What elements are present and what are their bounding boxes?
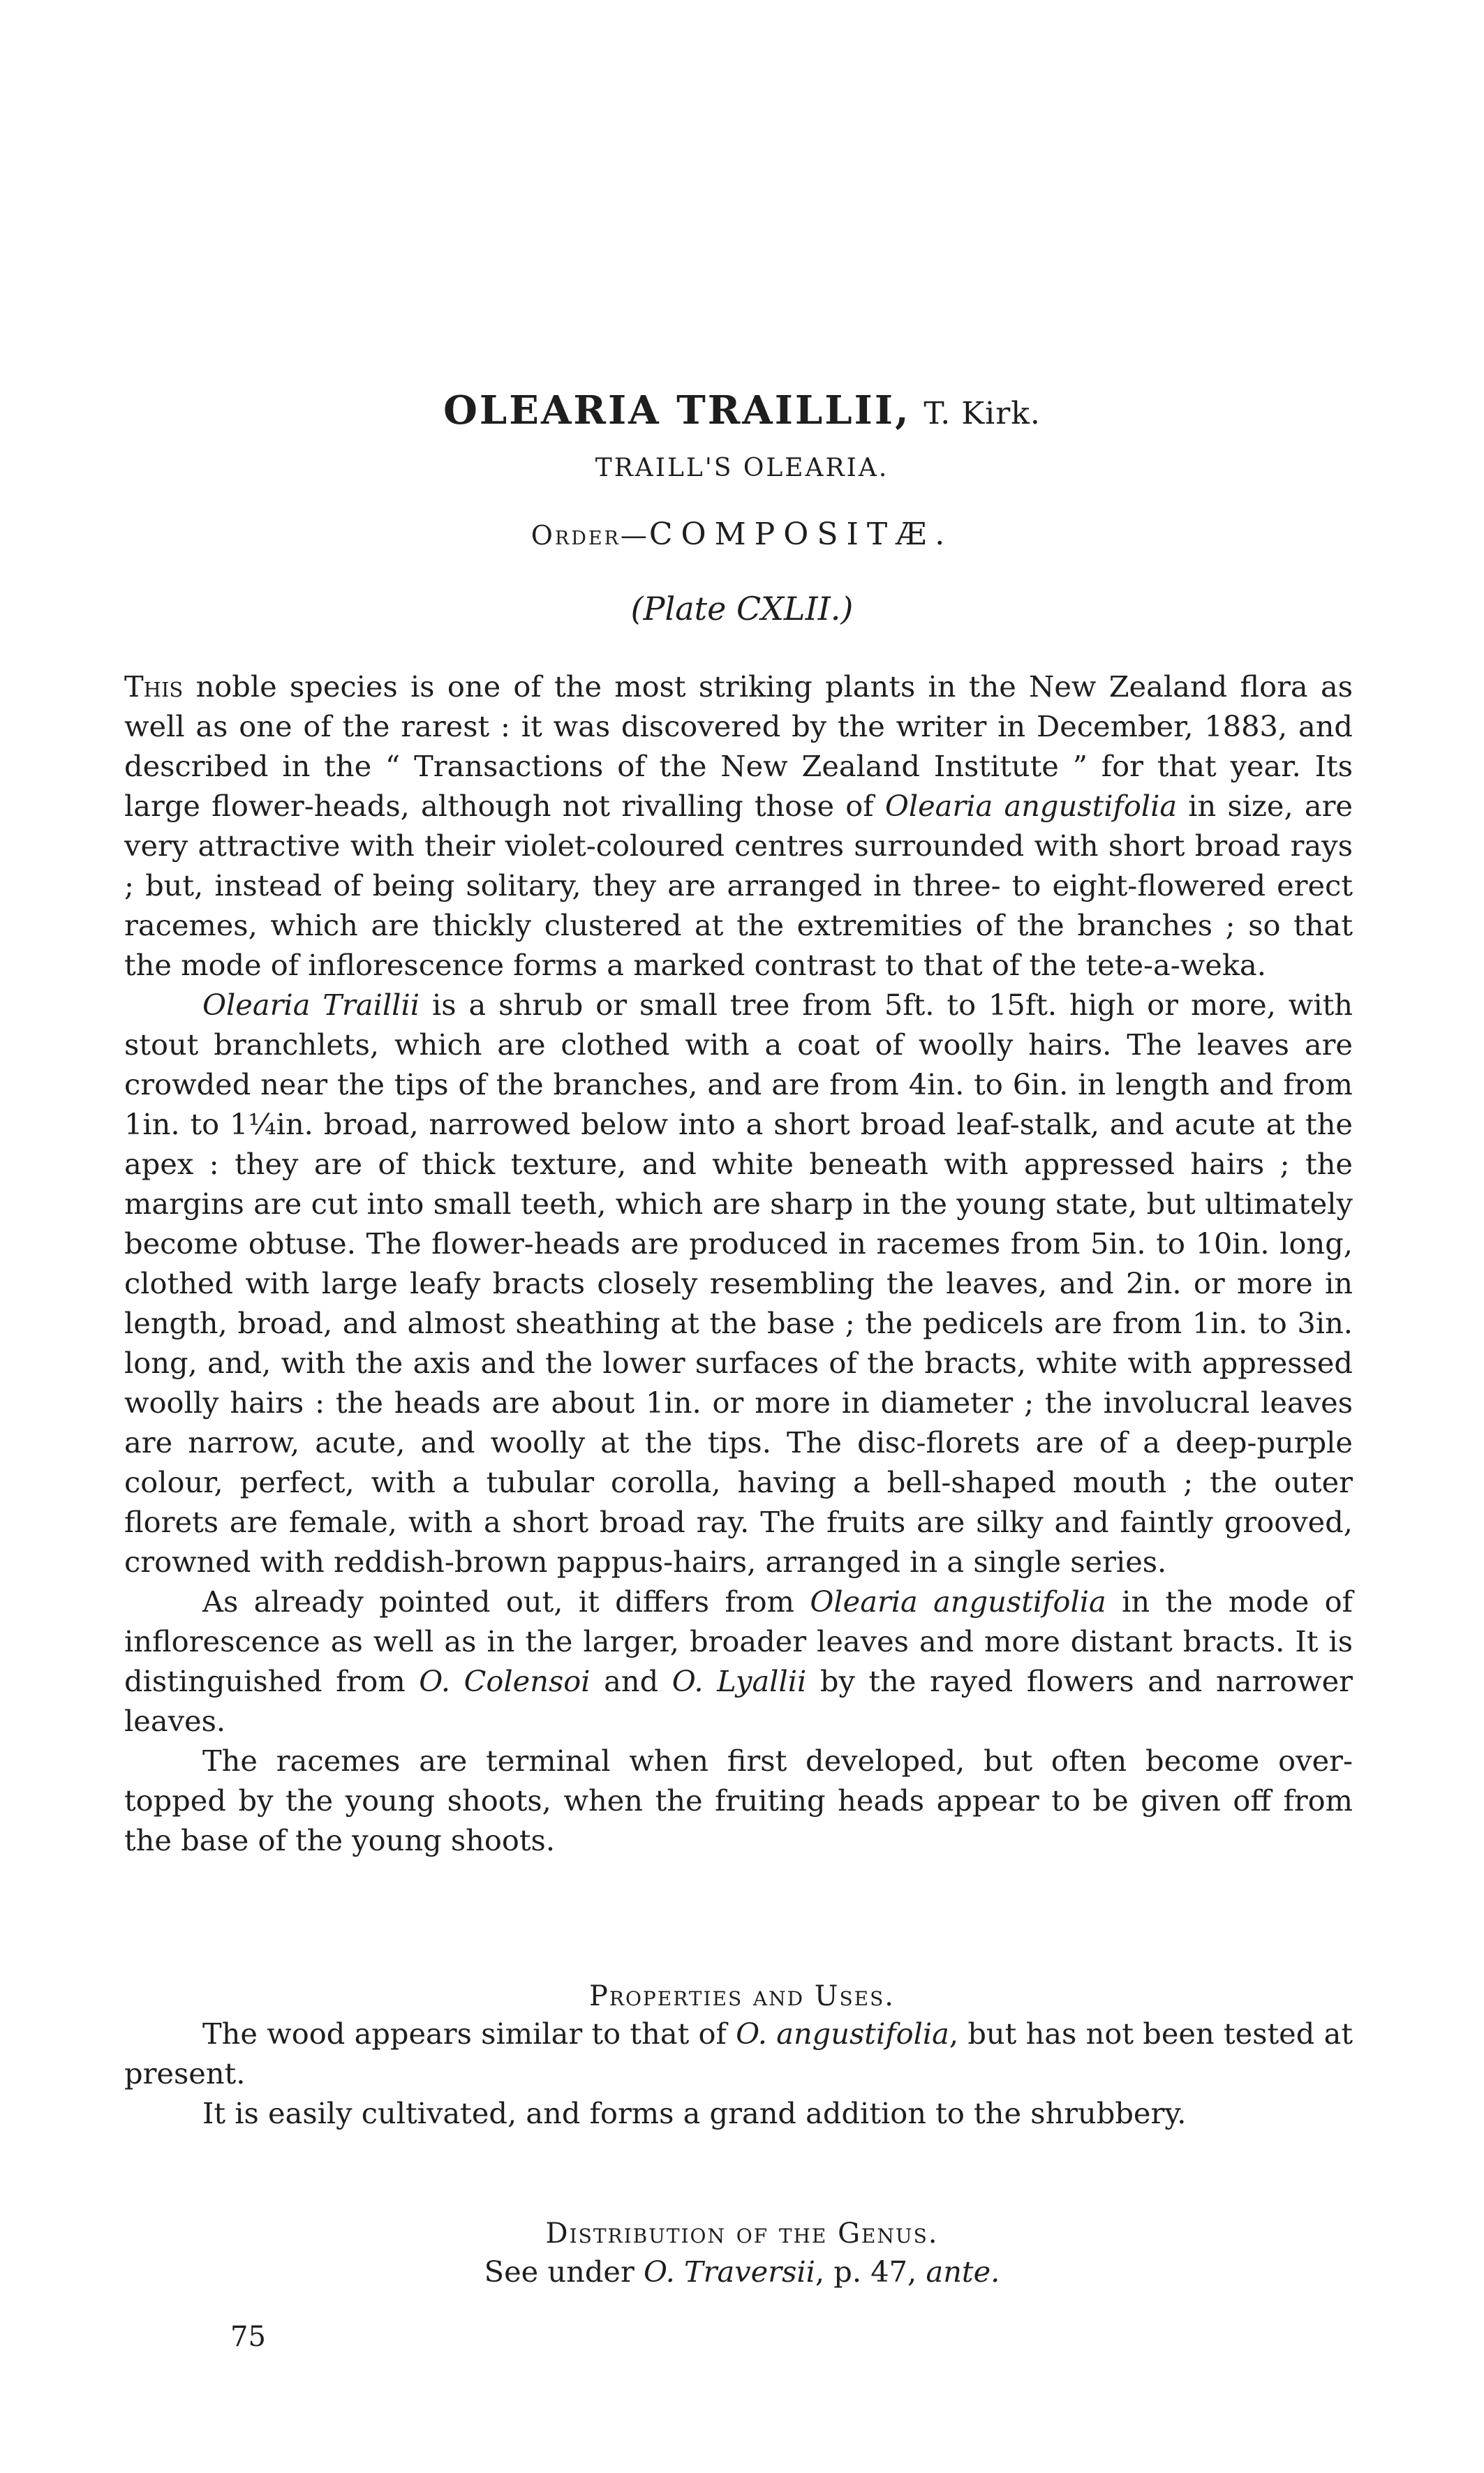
properties-paragraph-wood: The wood appears similar to that of O. angustifolia, but has not been tested at present. bbox=[124, 2017, 1353, 2090]
properties-paragraph-cultivation: It is easily cultivated, and forms a grand addition to the shrubbery. bbox=[202, 2096, 1187, 2130]
paragraph-comparison: As already pointed out, it differs from Olearia angustifolia in the mode of inflorescence as well as in the larger, broader leaves and more distant bracts. It is distinguished from O. Colensoi and O. Lyallii by the rayed flowers and narrower leaves. bbox=[124, 1584, 1353, 1738]
common-name: TRAILL'S OLEARIA. bbox=[595, 454, 889, 482]
distribution-reference: See under O. Traversii, p. 47, ante. bbox=[484, 2255, 1000, 2289]
dropcap-word: This bbox=[124, 669, 184, 704]
species-name: OLEARIA TRAILLII, bbox=[443, 387, 911, 433]
distribution-heading: Distribution of the Genus. bbox=[545, 2218, 939, 2250]
order-name: COMPOSITÆ. bbox=[648, 517, 954, 552]
plate-reference: (Plate CXLII.) bbox=[630, 590, 854, 627]
order-line bbox=[0, 517, 1484, 552]
properties-heading: Properties and Uses. bbox=[588, 1980, 895, 2012]
order-label: Order— bbox=[530, 520, 649, 551]
species-authority: T. Kirk. bbox=[923, 396, 1041, 431]
page-number: 75 bbox=[230, 2321, 266, 2353]
properties-body bbox=[124, 2014, 1353, 2133]
paragraph-racemes: The racemes are terminal when first developed, but often become over-topped by the young shoots, when the fruiting heads appear to be given off from the base of the young shoots. bbox=[124, 1744, 1353, 1857]
paragraph-intro: This noble species is one of the most striking plants in the New Zealand flora as well as one of the rarest : it was discovered by the writer in December, 1883, and described in the “ Transactions of the New Zealand Institute ” for that year. Its large flower-heads, although not rivalling those of Olearia angustifolia in size, are very attractive with their violet-coloured centres surrounded with short broad rays ; but, instead of being solitary, they are arranged in three- to eight-flowered erect racemes, which are thickly clustered at the extremities of the branches ; so that the mode of inflorescence forms a marked contrast to that of the tete-a-weka. bbox=[124, 669, 1353, 982]
species-title bbox=[0, 387, 1484, 433]
paragraph-description: Olearia Traillii is a shrub or small tree from 5ft. to 15ft. high or more, with stout branchlets, which are clothed with a coat of woolly hairs. The leaves are crowded near the tips of the branches, and are from 4in. to 6in. in length and from 1in. to 1¼in. broad, narrowed below into a short broad leaf-stalk, and acute at the apex : they are of thick texture, and white beneath with appressed hairs ; the margins are cut into small teeth, which are sharp in the young state, but ultimately become obtuse. The flower-heads are produced in racemes from 5in. to 10in. long, clothed with large leafy bracts closely resembling the leaves, and 2in. or more in length, broad, and almost sheathing at the base ; the pedicels are from 1in. to 3in. long, and, with the axis and the lower surfaces of the bracts, white with appressed woolly hairs : the heads are about 1in. or more in diameter ; the involucral leaves are narrow, acute, and woolly at the tips. The disc-florets are of a deep-purple colour, perfect, with a tubular corolla, having a bell-shaped mouth ; the outer florets are female, with a short broad ray. The fruits are silky and faintly grooved, crowned with reddish-brown pappus-hairs, arranged in a single series. bbox=[124, 988, 1353, 1579]
description-body bbox=[124, 667, 1353, 1860]
